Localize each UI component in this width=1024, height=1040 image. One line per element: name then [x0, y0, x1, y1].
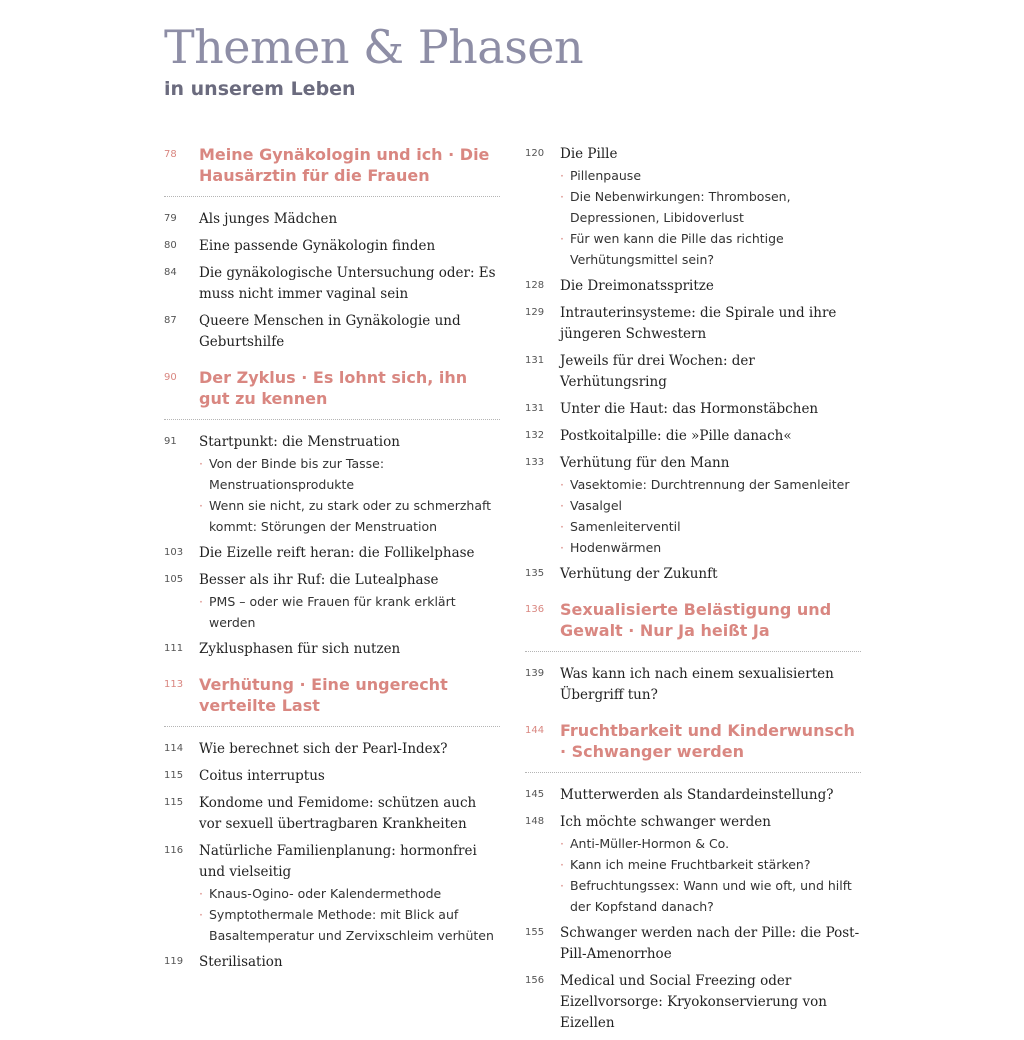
- entry-title: Kondome und Femidome: schützen auch vor sexuell übertragbaren Krankheiten: [199, 795, 477, 832]
- toc-column-left: [164, 144, 500, 979]
- page-number: 116: [164, 845, 184, 856]
- entry-title: Zyklusphasen für sich nutzen: [199, 641, 401, 657]
- page-number: 103: [164, 547, 184, 558]
- page-number: 131: [525, 403, 545, 414]
- toc-entry: [525, 276, 861, 297]
- toc-entry: [525, 399, 861, 420]
- entry-title: Was kann ich nach einem sexualisierten Übergriff tun?: [560, 666, 834, 703]
- page-number: 111: [164, 643, 184, 654]
- bullet-icon: ·: [560, 168, 564, 183]
- entry-title: Ich möchte schwanger werden: [560, 814, 771, 830]
- sub-entry: [199, 904, 500, 946]
- bullet-icon: ·: [199, 498, 203, 513]
- sub-entry-text: Knaus-Ogino- oder Kalendermethode: [209, 886, 442, 901]
- toc-entry: [525, 971, 861, 1034]
- sub-entry-text: Anti-Müller-Hormon & Co.: [570, 836, 730, 851]
- toc-entry: [164, 952, 500, 973]
- sub-entry: [560, 516, 861, 537]
- toc-entry: [164, 739, 500, 760]
- sub-entry: [199, 495, 500, 537]
- page-number: 135: [525, 568, 545, 579]
- toc-entry: [164, 311, 500, 353]
- entry-title: Coitus interruptus: [199, 768, 325, 784]
- sub-entry: [199, 453, 500, 495]
- sub-entry-text: Kann ich meine Fruchtbarkeit stärken?: [570, 857, 811, 872]
- page-number: 80: [164, 240, 177, 251]
- entry-title: Queere Menschen in Gynäkologie und Geburtshilfe: [199, 313, 461, 350]
- toc-entry: [164, 570, 500, 633]
- entry-title: Verhütung für den Mann: [560, 455, 730, 471]
- toc-entry: [164, 841, 500, 946]
- entry-title: Postkoitalpille: die »Pille danach«: [560, 428, 792, 444]
- page-number: 91: [164, 436, 177, 447]
- sub-entry-text: Vasalgel: [570, 498, 622, 513]
- sub-entry-text: Hodenwärmen: [570, 540, 662, 555]
- entry-title: Sterilisation: [199, 954, 283, 970]
- sub-entry-text: Befruchtungssex: Wann und wie oft, und hilft der Kopfstand danach?: [570, 878, 852, 914]
- sub-entry-text: PMS – oder wie Frauen für krank erklärt werden: [209, 594, 456, 630]
- bullet-icon: ·: [560, 857, 564, 872]
- page-number: 144: [525, 725, 545, 736]
- page-number: 139: [525, 668, 545, 679]
- bullet-icon: ·: [199, 886, 203, 901]
- toc-entry: [525, 453, 861, 558]
- page-subtitle: in unserem Leben: [164, 78, 356, 100]
- sub-entry-text: Samenleiterventil: [570, 519, 681, 534]
- page-number: 131: [525, 355, 545, 366]
- sub-entry-text: Pillenpause: [570, 168, 642, 183]
- page-number: 156: [525, 975, 545, 986]
- section-title: Fruchtbarkeit und Kinderwunsch · Schwanger werden: [560, 721, 855, 761]
- toc-entry: [525, 426, 861, 447]
- sub-entry-text: Wenn sie nicht, zu stark oder zu schmerzhaft kommt: Störungen der Menstruation: [209, 498, 492, 534]
- sub-entry-text: Symptothermale Methode: mit Blick auf Basaltemperatur und Zervixschleim verhüten: [209, 907, 494, 943]
- sub-entry: [560, 854, 861, 875]
- sub-entry-list: [199, 883, 500, 946]
- entry-title: Die Pille: [560, 146, 618, 162]
- page-number: 119: [164, 956, 184, 967]
- entry-title: Jeweils für drei Wochen: der Verhütungsring: [560, 353, 755, 390]
- entry-title: Die gynäkologische Untersuchung oder: Es muss nicht immer vaginal sein: [199, 265, 496, 302]
- bullet-icon: ·: [560, 878, 564, 893]
- sub-entry: [560, 495, 861, 516]
- toc-section-heading: [164, 367, 500, 420]
- sub-entry: [560, 833, 861, 854]
- page-number: 148: [525, 816, 545, 827]
- sub-entry: [560, 186, 861, 228]
- sub-entry-list: [199, 453, 500, 537]
- toc-entry: [525, 785, 861, 806]
- page-number: 105: [164, 574, 184, 585]
- toc-entry: [164, 236, 500, 257]
- sub-entry-text: Vasektomie: Durchtrennung der Samenleiter: [570, 477, 850, 492]
- toc-entry: [164, 209, 500, 230]
- page-number: 79: [164, 213, 177, 224]
- bullet-icon: ·: [560, 477, 564, 492]
- entry-title: Wie berechnet sich der Pearl-Index?: [199, 741, 448, 757]
- entry-title: Die Eizelle reift heran: die Follikelphase: [199, 545, 475, 561]
- toc-entry: [164, 263, 500, 305]
- sub-entry: [199, 591, 500, 633]
- page-number: 78: [164, 149, 177, 160]
- sub-entry: [560, 165, 861, 186]
- toc-section-heading: [525, 599, 861, 652]
- page-number: 115: [164, 770, 184, 781]
- page-number: 87: [164, 315, 177, 326]
- entry-title: Eine passende Gynäkologin finden: [199, 238, 436, 254]
- toc-entry: [164, 766, 500, 787]
- page-number: 113: [164, 679, 184, 690]
- toc-entry: [525, 144, 861, 270]
- bullet-icon: ·: [199, 907, 203, 922]
- sub-entry-text: Für wen kann die Pille das richtige Verhütungsmittel sein?: [570, 231, 784, 267]
- toc-entry: [164, 793, 500, 835]
- bullet-icon: ·: [560, 540, 564, 555]
- page-number: 114: [164, 743, 184, 754]
- toc-entry: [525, 351, 861, 393]
- bullet-icon: ·: [560, 519, 564, 534]
- toc-entry: [164, 639, 500, 660]
- entry-title: Als junges Mädchen: [199, 211, 338, 227]
- sub-entry: [560, 875, 861, 917]
- entry-title: Unter die Haut: das Hormonstäbchen: [560, 401, 819, 417]
- bullet-icon: ·: [199, 594, 203, 609]
- bullet-icon: ·: [560, 498, 564, 513]
- page-number: 115: [164, 797, 184, 808]
- entry-title: Medical und Social Freezing oder Eizellvorsorge: Kryokonservierung von Eizellen: [560, 973, 827, 1031]
- entry-title: Verhütung der Zukunft: [560, 566, 718, 582]
- toc-entry: [525, 664, 861, 706]
- page-number: 133: [525, 457, 545, 468]
- sub-entry: [560, 537, 861, 558]
- toc-entry: [164, 432, 500, 537]
- bullet-icon: ·: [560, 189, 564, 204]
- page-number: 145: [525, 789, 545, 800]
- page-number: 129: [525, 307, 545, 318]
- toc-entry: [525, 812, 861, 917]
- page-number: 84: [164, 267, 177, 278]
- section-title: Meine Gynäkologin und ich · Die Hausärztin für die Frauen: [199, 145, 490, 185]
- page-number: 155: [525, 927, 545, 938]
- section-title: Der Zyklus · Es lohnt sich, ihn gut zu kennen: [199, 368, 468, 408]
- entry-title: Schwanger werden nach der Pille: die Post-Pill-Amenorrhoe: [560, 925, 860, 962]
- entry-title: Startpunkt: die Menstruation: [199, 434, 400, 450]
- sub-entry-list: [199, 591, 500, 633]
- sub-entry: [199, 883, 500, 904]
- toc-section-heading: [525, 720, 861, 773]
- sub-entry-text: Von der Binde bis zur Tasse: Menstruationsprodukte: [209, 456, 385, 492]
- entry-title: Natürliche Familienplanung: hormonfrei und vielseitig: [199, 843, 477, 880]
- toc-section-heading: [164, 674, 500, 727]
- bullet-icon: ·: [560, 231, 564, 246]
- sub-entry-list: [560, 165, 861, 270]
- page-number: 136: [525, 604, 545, 615]
- toc-entry: [525, 923, 861, 965]
- sub-entry-list: [560, 474, 861, 558]
- page-number: 90: [164, 372, 177, 383]
- bullet-icon: ·: [560, 836, 564, 851]
- page-number: 128: [525, 280, 545, 291]
- page-number: 120: [525, 148, 545, 159]
- page-title: Themen & Phasen: [164, 20, 584, 74]
- entry-title: Intrauterinsysteme: die Spirale und ihre jüngeren Schwestern: [560, 305, 837, 342]
- sub-entry: [560, 228, 861, 270]
- section-title: Verhütung · Eine ungerecht verteilte Last: [199, 675, 448, 715]
- bullet-icon: ·: [199, 456, 203, 471]
- sub-entry: [560, 474, 861, 495]
- sub-entry-list: [560, 833, 861, 917]
- sub-entry-text: Die Nebenwirkungen: Thrombosen, Depressionen, Libidoverlust: [570, 189, 791, 225]
- toc-entry: [525, 564, 861, 585]
- toc-entry: [164, 543, 500, 564]
- entry-title: Besser als ihr Ruf: die Lutealphase: [199, 572, 439, 588]
- section-title: Sexualisierte Belästigung und Gewalt · Nur Ja heißt Ja: [560, 600, 832, 640]
- toc-column-right: [525, 144, 861, 1040]
- toc-section-heading: [164, 144, 500, 197]
- entry-title: Mutterwerden als Standardeinstellung?: [560, 787, 834, 803]
- entry-title: Die Dreimonatsspritze: [560, 278, 714, 294]
- toc-entry: [525, 303, 861, 345]
- page-number: 132: [525, 430, 545, 441]
